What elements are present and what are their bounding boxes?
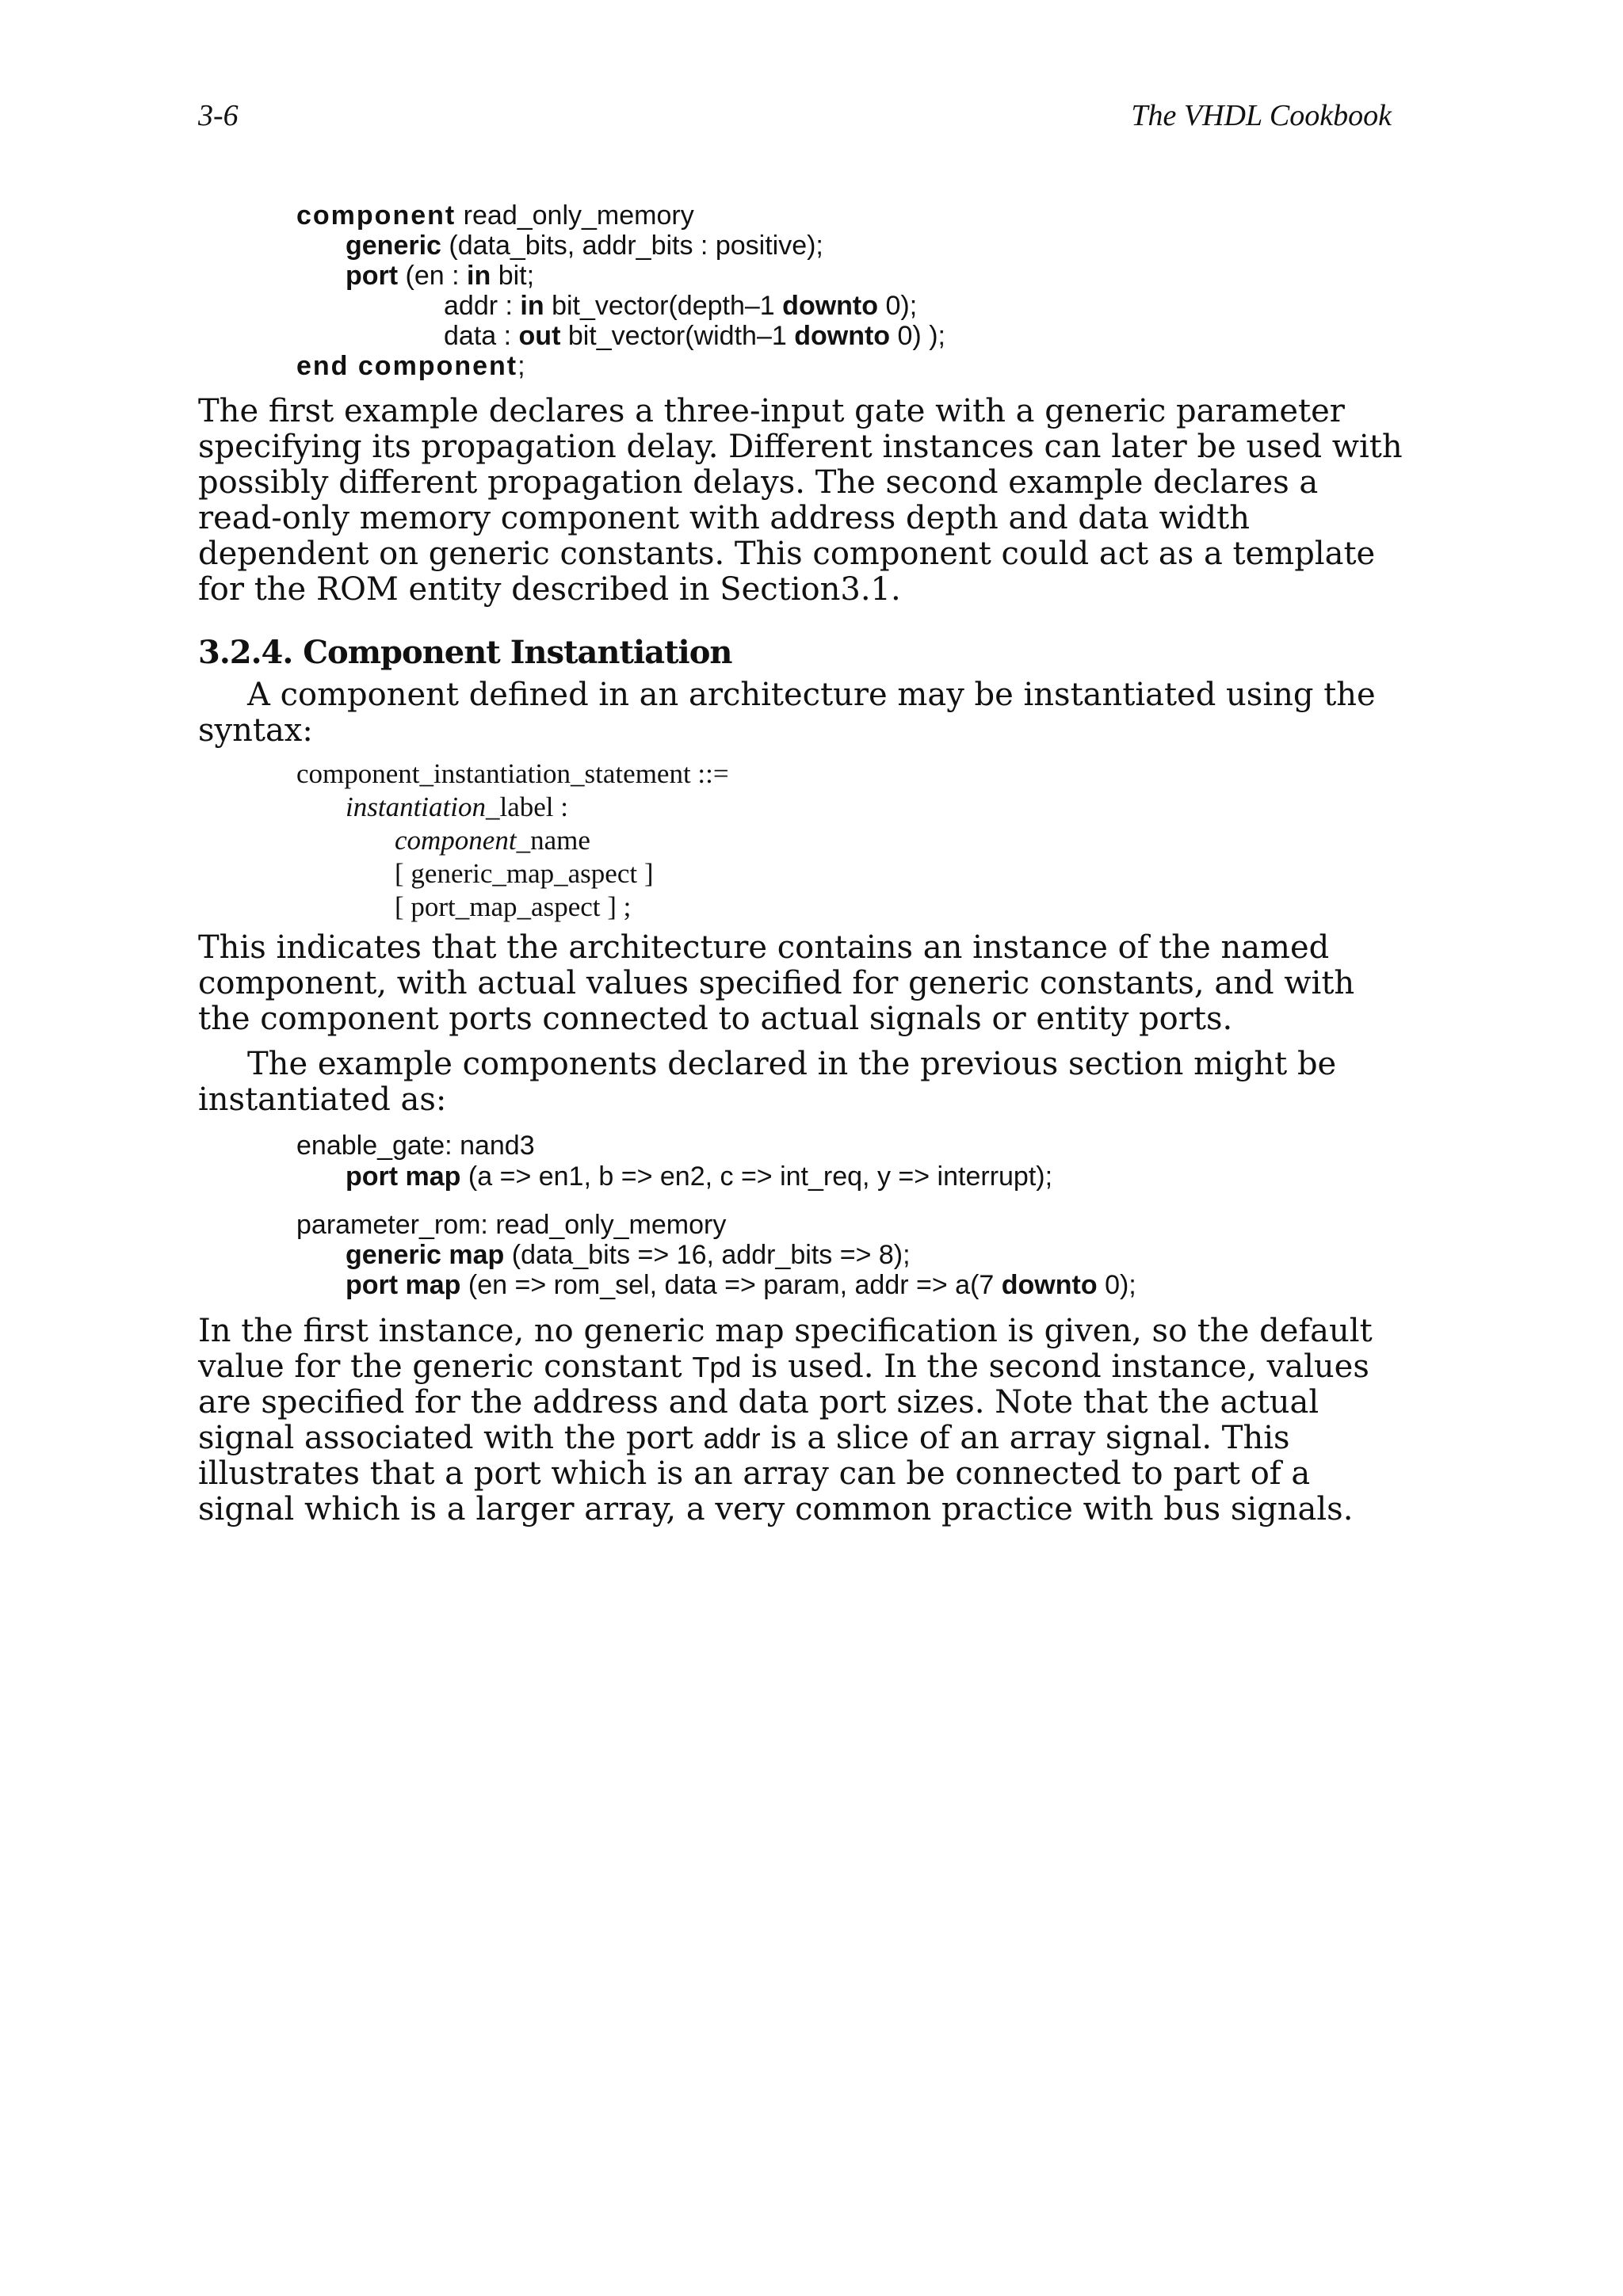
syntax-italic: component: [395, 825, 517, 856]
code-text: 0) );: [897, 321, 945, 351]
code-line: parameter_rom: read_only_memory: [296, 1210, 727, 1240]
keyword: port map: [346, 1161, 461, 1192]
code-text: 0);: [885, 291, 918, 321]
paragraph-text: The example components declared in the previous section might be instantiated as:: [198, 1046, 1337, 1118]
paragraph-text: is a slice of an array signal. This illustrates that a port which is an array can be connected to part of a signal which is a larger array, a very common practice with bus signals.: [198, 1420, 1354, 1527]
keyword: downto: [782, 291, 879, 321]
paragraph-text: A component defined in an architecture may be instantiated using the syntax:: [198, 677, 1376, 749]
syntax-line: [ port_map_aspect ] ;: [395, 891, 632, 922]
inline-code: addr: [703, 1422, 761, 1455]
code-line: [346, 1270, 1136, 1300]
code-text: data :: [444, 321, 512, 351]
keyword: downto: [1001, 1270, 1098, 1300]
syntax-line: [296, 791, 729, 824]
keyword: generic: [346, 231, 441, 261]
code-text: (data_bits, addr_bits : positive);: [449, 231, 823, 261]
paragraph: [198, 1314, 1403, 1527]
code-line: [444, 321, 945, 351]
code-text: read_only_memory: [463, 200, 694, 231]
code-line: [346, 1240, 911, 1270]
section-heading: 3.2.4. Component Instantiation: [198, 634, 732, 671]
code-line: [346, 1161, 1052, 1192]
code-text: (a => en1, b => en2, c => int_req, y => interrupt);: [468, 1161, 1053, 1192]
page-number: 3-6: [198, 99, 239, 132]
keyword: port: [346, 261, 399, 291]
code-text: (en :: [405, 261, 460, 291]
syntax-line: [ generic_map_aspect ]: [395, 858, 654, 889]
keyword: end component: [296, 351, 518, 381]
keyword: in: [467, 261, 491, 291]
syntax-text: _name: [516, 825, 590, 856]
code-text: addr :: [444, 291, 513, 321]
keyword: out: [518, 321, 561, 351]
inline-code: Tpd: [692, 1351, 742, 1383]
syntax-text: _label :: [485, 791, 568, 822]
paragraph: The first example declares a three-input gate with a generic parameter specifying its propagation delay. Different instances can later be used with possibly different propagation delays. The second example declares a read-only memory component with address depth and data width dependent on generic constants. This component could act as a template for the ROM entity described in Section3.1.: [198, 393, 1403, 608]
paragraph-text: is used. In the second instance, values are specified for the address and data port sizes. Note that the actual signal associated with the port: [198, 1348, 1369, 1456]
code-text: 0);: [1105, 1270, 1136, 1300]
code-text: (en => rom_sel, data => param, addr => a(7: [468, 1270, 995, 1300]
paragraph: [198, 1047, 1403, 1118]
code-line: [346, 261, 534, 291]
code-line: [296, 351, 525, 381]
syntax-block: [296, 757, 729, 924]
keyword: generic map: [346, 1240, 505, 1270]
code-text: (data_bits => 16, addr_bits => 8);: [511, 1240, 911, 1270]
syntax-italic: instantiation: [346, 791, 486, 822]
code-text: ;: [517, 351, 525, 381]
paragraph: [198, 677, 1403, 749]
paragraph-text: In the first instance, no generic map specification is given, so the default value for the generic constant: [198, 1313, 1373, 1385]
keyword: downto: [794, 321, 891, 351]
code-text: bit_vector(width–1: [567, 321, 787, 351]
code-line: [346, 231, 823, 261]
code-line: [296, 200, 694, 231]
code-text: bit;: [498, 261, 535, 291]
code-line: enable_gate: nand3: [296, 1131, 535, 1161]
code-text: bit_vector(depth–1: [552, 291, 775, 321]
syntax-line: [296, 824, 729, 857]
book-title: The VHDL Cookbook: [1131, 99, 1392, 132]
keyword: in: [520, 291, 544, 321]
paragraph: This indicates that the architecture contains an instance of the named component, with actual values specified for generic constants, and with the component ports connected to actual signals or entity ports.: [198, 929, 1355, 1037]
code-line: [444, 291, 917, 321]
keyword: component: [296, 200, 456, 231]
keyword: port map: [346, 1270, 461, 1300]
syntax-line: component_instantiation_statement ::=: [296, 758, 729, 789]
